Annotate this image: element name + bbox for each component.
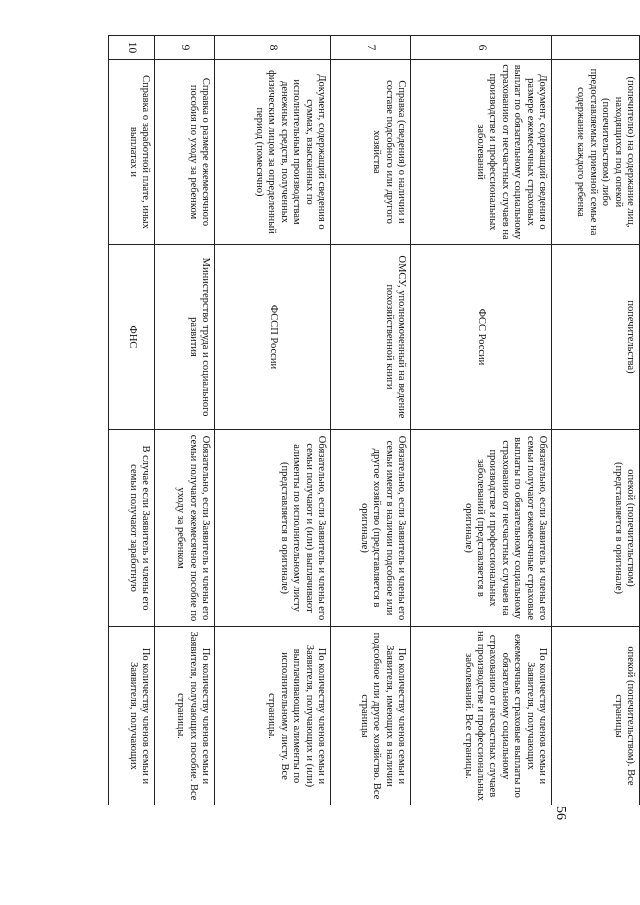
- rotated-table-area: [78, 35, 640, 805]
- page-number: 56: [553, 806, 568, 820]
- row-number: [552, 36, 640, 60]
- document-cell: Документ, содержащий сведения о размере ежемесячных страховых выплат по обязательному социальному страхованию от несчастных случаев на производстве и профессиональных заболеваний: [411, 60, 552, 245]
- issuer-cell: Министерство труда и социального развития: [155, 245, 215, 430]
- document-cell: Справка (сведения) о наличии и составе подсобного или другого хозяйства: [331, 60, 411, 245]
- scope-cell: По количеству членов семьи и Заявителя, имеющих в наличии подсобное или другое хозяйство. Все страницы: [331, 627, 411, 806]
- document-cell: (попечителю) на содержание лиц, находящихся под опекой (попечительством) либо предоставляемых приемной семье на содержание каждого ребенка: [552, 60, 640, 245]
- table-row: [411, 36, 552, 806]
- document-cell: Справка о заработной плате, иных выплатах и: [109, 60, 155, 245]
- issuer-cell: ФНС: [109, 245, 155, 430]
- row-number: 10: [109, 36, 155, 60]
- document-cell: Справка о размере ежемесячного пособия по уходу за ребенком: [155, 60, 215, 245]
- condition-cell: Обязательно, если Заявитель и члены его семьи получают ежемесячное пособие по уходу за ребенком: [155, 430, 215, 627]
- table-row: [552, 36, 640, 806]
- scope-cell: опекой (попечительством). Все страницы: [552, 627, 640, 806]
- scope-cell: По количеству членов семьи и Заявителя, получающих: [109, 627, 155, 806]
- row-number: 8: [215, 36, 331, 60]
- condition-cell: Обязательно, если Заявитель и члены его семьи имеют в наличии подсобное или другое хозяйство (представляется в оригинале): [331, 430, 411, 627]
- documents-table: [108, 35, 640, 805]
- row-number: 7: [331, 36, 411, 60]
- issuer-cell: ОМСУ, уполномоченный на ведение похозяйственной книги: [331, 245, 411, 430]
- table-container: [78, 35, 640, 805]
- table-row: [109, 36, 155, 806]
- scope-cell: По количеству членов семьи и Заявителя, получающих и (или) выплачивающих алименты по исполнительному листу. Все страницы.: [215, 627, 331, 806]
- table-row: [155, 36, 215, 806]
- condition-cell: Обязательно, если Заявитель и члены его семьи получают и (или) выплачивают алименты по исполнительному листу (представляется в оригинале): [215, 430, 331, 627]
- condition-cell: опекой (попечительством) (представляется в оригинале): [552, 430, 640, 627]
- document-cell: Документ, содержащий сведения о суммах, взысканных по исполнительным производствам денежных средств, полученных физическим лицом за определенный период (помесячно): [215, 60, 331, 245]
- issuer-cell: ФСС России: [411, 245, 552, 430]
- table-row: [331, 36, 411, 806]
- scope-cell: По количеству членов семьи и Заявителя, получающих ежемесячные страховые выплаты по обязательному социальному страхованию от несчастных случаев на производстве и профессиональных заболеваний. Все страницы.: [411, 627, 552, 806]
- table-row: [215, 36, 331, 806]
- row-number: 6: [411, 36, 552, 60]
- issuer-cell: попечительства): [552, 245, 640, 430]
- condition-cell: Обязательно, если Заявитель и члены его семьи получают ежемесячные страховые выплаты по обязательному социальному страхованию от несчастных случаев на производстве и профессиональных заболеваний (представляется в оригинале): [411, 430, 552, 627]
- row-number: 9: [155, 36, 215, 60]
- scope-cell: По количеству членов семьи и Заявителя, получающих пособие. Все страницы.: [155, 627, 215, 806]
- issuer-cell: ФССП России: [215, 245, 331, 430]
- condition-cell: В случае если Заявитель и члены его семьи получают заработную: [109, 430, 155, 627]
